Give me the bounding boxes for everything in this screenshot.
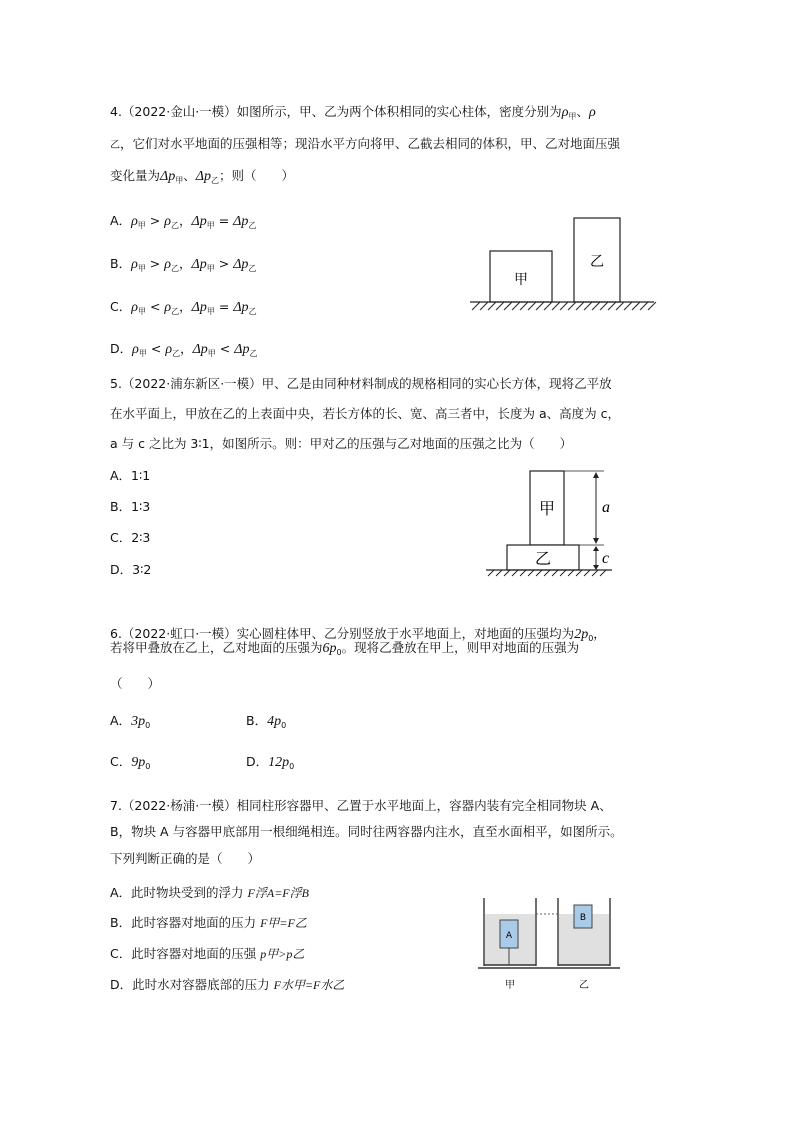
- q5-dim-a: [593, 472, 610, 544]
- q6-option-a[interactable]: A．$3p_0$: [110, 713, 151, 730]
- q7-line3: 下列判断正确的是（ ）: [110, 851, 261, 866]
- q4-label-yi: 乙: [590, 254, 604, 270]
- q6-option-d[interactable]: D．$12p_0$: [246, 754, 295, 771]
- q5-line3: a 与 c 之比为 3∶1，如图所示。则：甲对乙的压强与乙对地面的压强之比为（ ）: [110, 436, 573, 451]
- q5-line2: 在水平面上，甲放在乙的上表面中央，若长方体的长、宽、高三者中，长度为 a、高度为 c，: [110, 406, 620, 421]
- q4-label-jia: 甲: [514, 272, 528, 288]
- q7-container-yi: [558, 898, 610, 966]
- q4-option-d[interactable]: D．$\rho_甲 < \rho_乙$，$\Delta p_甲 < \Delta p_乙$: [110, 341, 258, 358]
- q4-line1: 4.（2022·金山·一模）如图所示，甲、乙为两个体积相同的实心柱体，密度分别为$\rho_甲$、ρ: [110, 104, 596, 121]
- q6-line3: （ ）: [110, 676, 161, 691]
- q7-line2: B，物块 A 与容器甲底部用一根细绳相连。同时往两容器内注水，直至水面相平，如图所示。: [110, 824, 623, 839]
- q4-block-jia: [490, 251, 552, 302]
- q6-option-b[interactable]: B．$4p_0$: [246, 713, 287, 730]
- q5-figure: [480, 464, 620, 578]
- q4-line2: 乙，它们对水平地面的压强相等；现沿水平方向将甲、乙截去相同的体积，甲、乙对地面压强: [110, 136, 621, 151]
- q4-line3: 变化量为$\Delta p_甲$、$\Delta p_乙$；则（ ）: [110, 168, 294, 185]
- q7-label-yi: 乙: [579, 980, 589, 991]
- q7-figure: [474, 892, 634, 998]
- q7-line1: 7.（2022·杨浦·一模）相同柱形容器甲、乙置于水平地面上，容器内装有完全相同物块 A、: [110, 798, 612, 813]
- q7-option-b[interactable]: B．此时容器对地面的压力 F甲=F乙: [110, 915, 307, 930]
- q4-option-c[interactable]: C．$\rho_甲 < \rho_乙$，$\Delta p_甲 = \Delta p_乙$: [110, 299, 257, 316]
- q7-option-c[interactable]: C．此时容器对地面的压强 p甲>p乙: [110, 946, 305, 961]
- q5-dim-c: [593, 546, 609, 570]
- q7-option-d[interactable]: D．此时水对容器底部的压力 F水甲=F水乙: [110, 977, 345, 992]
- q6-line1: 6.（2022·虹口·一模）实心圆柱体甲、乙分别竖放于水平地面上，对地面的压强均为$2p_0$，: [110, 626, 606, 643]
- q5-ground-hatch: [488, 570, 606, 576]
- q5-label-yi: 乙: [534, 549, 552, 568]
- q7-block-a-label: A: [505, 931, 513, 941]
- q7-option-a[interactable]: A．此时物块受到的浮力 F浮A=F浮B: [110, 885, 309, 900]
- q5-dim-c-label: c: [602, 550, 610, 567]
- q7-label-jia: 甲: [505, 980, 515, 991]
- q5-option-d[interactable]: D．3∶2: [110, 562, 152, 577]
- q5-option-c[interactable]: C．2∶3: [110, 530, 151, 545]
- q4-option-b[interactable]: B．$\rho_甲 > \rho_乙$，$\Delta p_甲 > \Delta p_乙$: [110, 256, 257, 273]
- q5-option-a[interactable]: A．1∶1: [110, 468, 151, 483]
- q5-dim-a-label: a: [602, 499, 610, 516]
- q5-block-yi: [507, 545, 579, 570]
- q5-line1: 5.（2022·浦东新区·一模）甲、乙是由同种材料制成的规格相同的实心长方体，现将乙平放: [110, 376, 612, 391]
- q5-option-b[interactable]: B．1∶3: [110, 499, 151, 514]
- q6-option-c[interactable]: C．$9p_0$: [110, 754, 151, 771]
- q4-option-a[interactable]: A．$\rho_甲 > \rho_乙$，$\Delta p_甲 = \Delta p_乙$: [110, 213, 257, 230]
- q4-block-yi: [574, 218, 620, 302]
- q4-figure: [462, 212, 662, 316]
- q7-block-b-label: B: [579, 913, 587, 923]
- q7-container-jia: [484, 898, 536, 966]
- q5-label-jia: 甲: [538, 499, 556, 518]
- q6-line2: 若将甲叠放在乙上，乙对地面的压强为$6p_0$。现将乙叠放在甲上，则甲对地面的压强为: [110, 640, 580, 657]
- q5-block-jia: [530, 471, 564, 545]
- q4-ground-hatch: [472, 302, 656, 310]
